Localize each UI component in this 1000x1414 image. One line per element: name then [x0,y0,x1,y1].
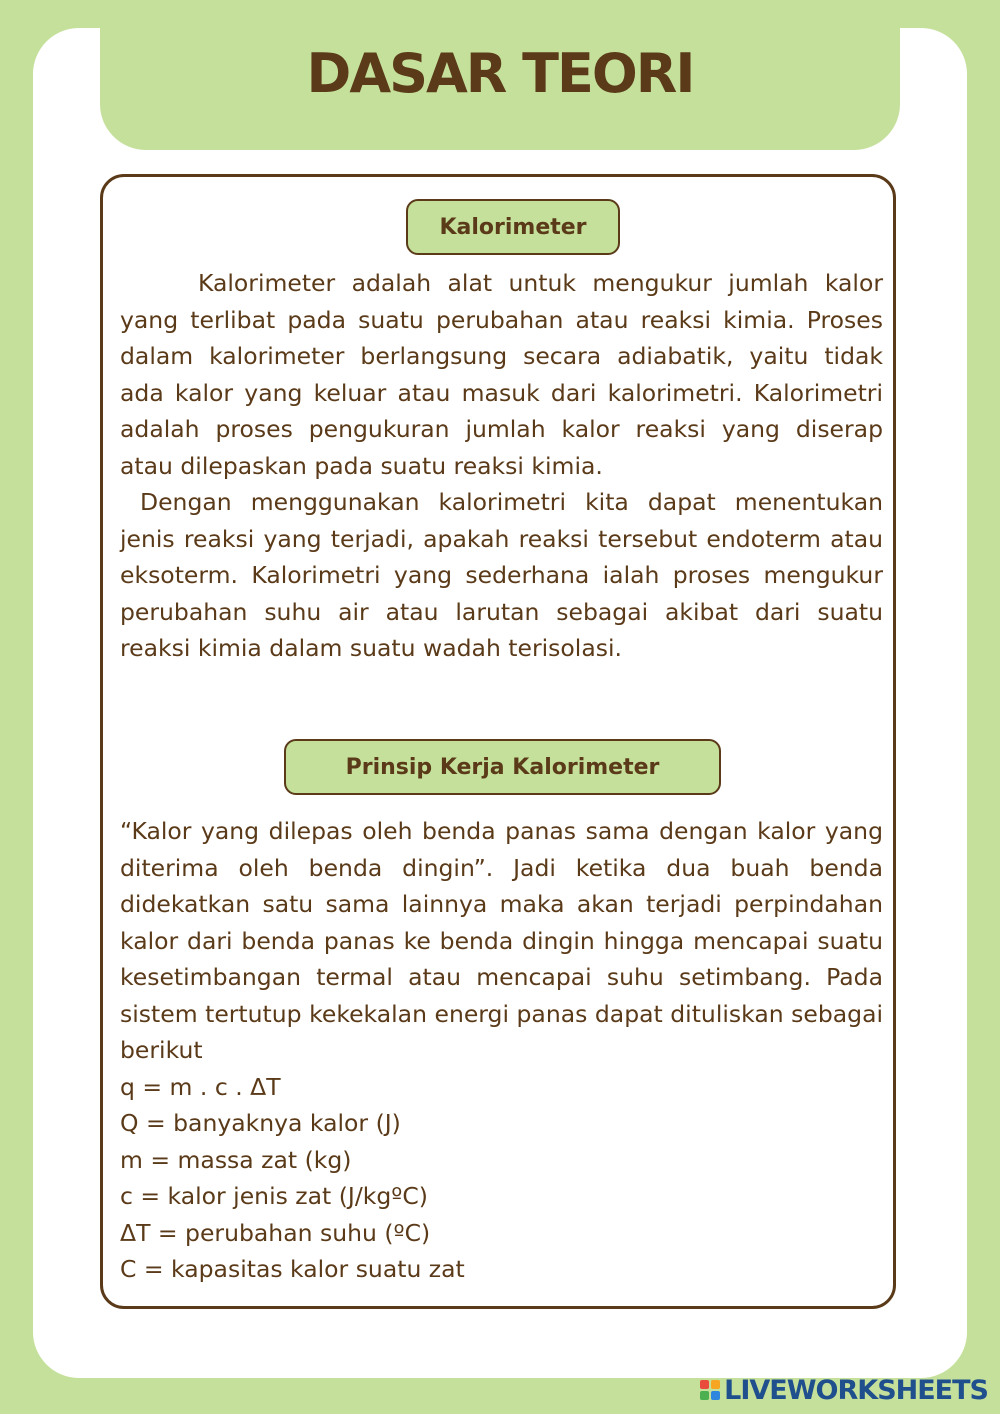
section-heading-kalorimeter: Kalorimeter [406,199,620,255]
section-heading-prinsip-kerja: Prinsip Kerja Kalorimeter [284,739,721,795]
paragraph: Dengan menggunakan kalorimetri kita dapat menentukan jenis reaksi yang terjadi, apakah reaksi tersebut endoterm atau eksoterm. Kalorimetri yang sederhana ialah proses mengukur perubahan suhu air atau larutan sebagai akibat dari suatu reaksi kimia dalam suatu wadah terisolasi. [120,488,883,662]
title-banner [100,0,900,150]
page-title: DASAR TEORI [306,41,694,105]
definition-item: C = kapasitas kalor suatu zat [120,1255,465,1283]
section-prinsip-text [120,813,883,1288]
definition-item: Q = banyaknya kalor (J) [120,1109,401,1137]
liveworksheets-brand [700,1372,988,1408]
content-box [100,174,896,1309]
formula: q = m . c . ΔT [120,1072,281,1101]
brand-name: LIVEWORKSHEETS [724,1374,988,1406]
definition-item: m = massa zat (kg) [120,1145,352,1174]
paragraph: “Kalor yang dilepas oleh benda panas sama dengan kalor yang diterima oleh benda dingin”. Jadi ketika dua buah benda didekatkan satu sama lainnya maka akan terjadi perpindahan kalor dari benda panas ke benda dingin hingga mencapai suatu kesetimbangan termal atau mencapai suhu setimbang. Pada sistem tertutup kekekalan energi panas dapat dituliskan sebagai berikut [120,817,883,1064]
paragraph: Kalorimeter adalah alat untuk mengukur jumlah kalor yang terlibat pada suatu perubahan atau reaksi kimia. Proses dalam kalorimeter berlangsung secara adiabatik, yaitu tidak ada kalor yang keluar atau masuk dari kalorimetri. Kalorimetri adalah proses pengukuran jumlah kalor reaksi yang diserap atau dilepaskan pada suatu reaksi kimia. [120,269,883,480]
liveworksheets-logo-icon [700,1380,720,1400]
definition-item: c = kalor jenis zat (J/kgºC) [120,1182,428,1210]
definition-item: ΔT = perubahan suhu (ºC) [120,1218,431,1247]
section-kalorimeter-text [120,265,883,667]
